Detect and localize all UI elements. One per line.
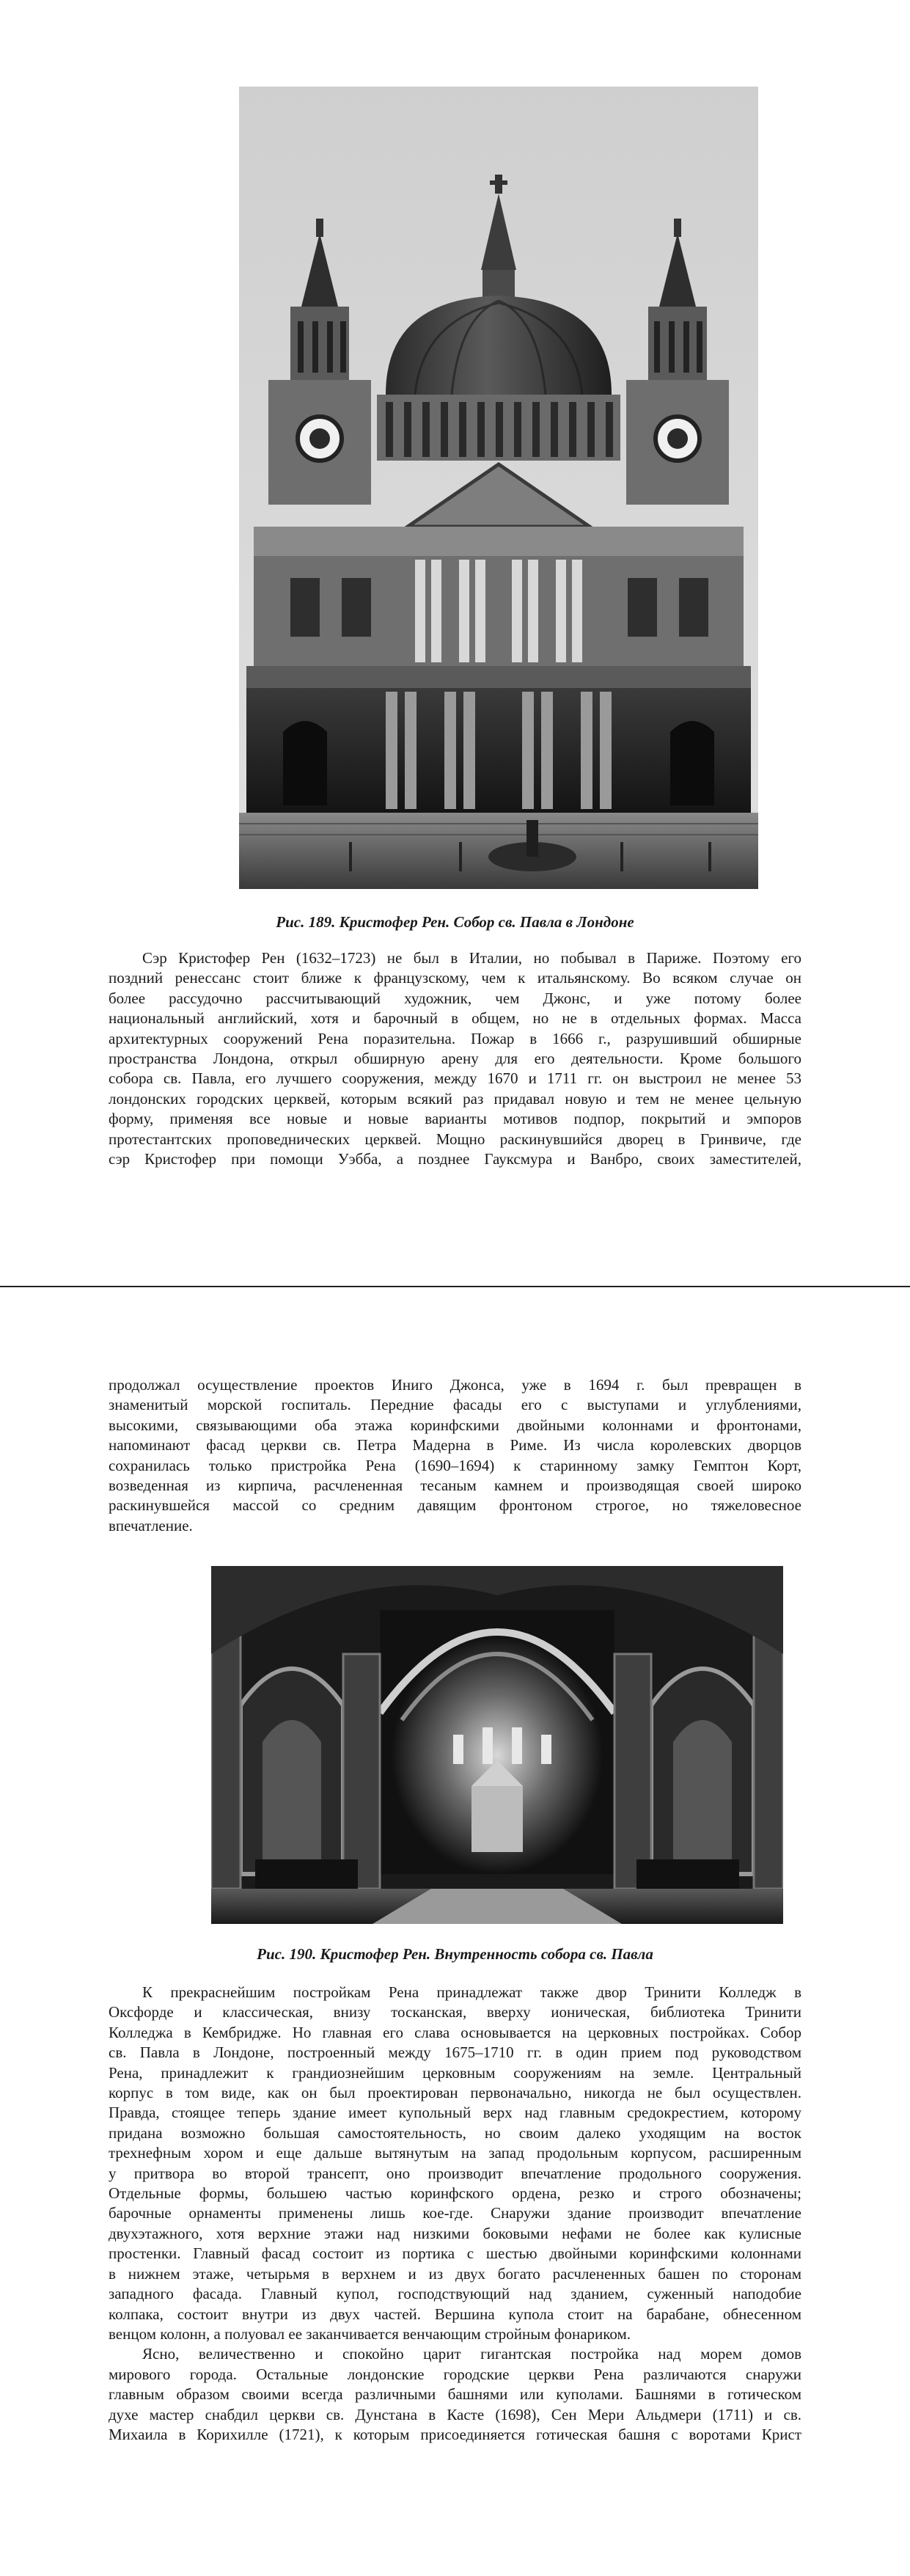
text-line: К прекраснейшим постройкам Рена принадлежат также двор Тринити Колледж в	[142, 1983, 801, 2001]
text-line: придана возможно большая самостоятельность, но своим далеко уходящим на восток	[109, 2123, 801, 2142]
text-line: западного фасада. Главный купол, господствующий над зданием, суженный наподобие	[109, 2285, 801, 2303]
text-line: архитектурных сооружений Рена поразительна. Пожар в 1666 г., разрушивший обширные	[109, 1029, 801, 1047]
text-line: напоминают фасад церкви св. Петра Мадерна в Риме. Из числа королевских дворцов	[109, 1436, 801, 1455]
text-line: барочные орнаменты применены лишь кое-где. Снаружи здание производит впечатление	[109, 2204, 801, 2222]
text-line: Отдельные формы, большею частью коринфского ордена, резко и строго обозначены;	[109, 2184, 801, 2203]
figure-189-photo	[239, 87, 758, 889]
text-line: сэр Кристофер при помощи Уэбба, а позднее Гауксмура и Ванбро, своих заместителей,	[109, 1150, 801, 1168]
text-line: возведенная из кирпича, расчлененная тесаным камнем и производящая своей широко	[109, 1477, 801, 1495]
text-line: трехнефным хором и еще дальше вытянутым на запад продольным корпусом, расширенным	[109, 2144, 801, 2162]
text-line: продолжал осуществление проектов Иниго Джонса, уже в 1694 г. был превращен в	[109, 1376, 801, 1394]
text-line: собора св. Павла, его лучшего сооружения, между 1670 и 1711 гг. он выстроил не менее 53	[109, 1069, 801, 1088]
text-line: поздний ренессанс стоит ближе к французскому, чем к итальянскому. Во всяком случае он	[109, 969, 801, 987]
page1-text	[109, 948, 801, 1169]
text-line: национальный английский, хотя и барочный в общем, но не в отдельных формах. Масса	[109, 1009, 801, 1028]
figure-190-photo	[211, 1566, 783, 1924]
text-line: Сэр Кристофер Рен (1632–1723) не был в Италии, но побывал в Париже. Поэтому его	[142, 949, 801, 967]
text-line: раскинувшейся массой со средним давящим фронтоном строгое, но тяжеловесное	[109, 1496, 801, 1515]
text-line: корпус в том виде, как он был проектирован первоначально, никогда не был осуществлен.	[109, 2084, 801, 2102]
text-line: протестантских проповеднических церквей. Мощно раскинувшийся дворец в Гринвиче, где	[109, 1130, 801, 1148]
text-line: двухэтажного, хотя верхние этажи над низкими боковыми нефами не более как кулисные	[109, 2224, 801, 2242]
page-1	[0, 0, 910, 1287]
text-line: духе мастер снабдил церкви св. Дунстана в Касте (1698), Сен Мери Альдмери (1711) и св.	[109, 2405, 801, 2423]
text-line: венцом колонн, а полуовал ее заканчивается венчающим стройным фонариком.	[109, 2324, 631, 2343]
page2-top-text	[109, 1375, 801, 1536]
text-line: Ясно, величественно и спокойно царит гигантская постройка над морем домов	[142, 2345, 801, 2363]
text-line: мирового города. Остальные лондонские городские церкви Рена различаются снаружи	[109, 2365, 801, 2383]
text-line: высокими, связывающими оба этажа коринфскими двойными колоннами и фронтонами,	[109, 1416, 801, 1434]
text-line: св. Павла в Лондоне, построенный между 1675–1710 гг. в один прием под руководством	[109, 2043, 801, 2062]
text-line: Рена, принадлежит к грандиознейшим церковным сооружениям на земле. Центральный	[109, 2063, 801, 2082]
text-line: Оксфорде и классическая, внизу тосканская, вверху ионическая, библиотека Тринити	[109, 2003, 801, 2021]
figure-190-caption: Рис. 190. Кристофер Рен. Внутренность собора св. Павла	[257, 1945, 653, 1963]
text-line: Колледжа в Кембридже. Но главная его слава основывается на церковных постройках. Собор	[109, 2023, 801, 2041]
page2-main-text	[109, 1983, 801, 2445]
text-line: Правда, стоящее теперь здание имеет купольный верх над главным средокрестием, которому	[109, 2104, 801, 2122]
text-line: сохранилась только пристройка Рена (1690–1694) к старинному замку Гемптон Корт,	[109, 1456, 801, 1474]
text-line: пространства Лондона, открыл обширную арену для его деятельности. Кроме большого	[109, 1050, 801, 1068]
text-line: знаменитый морской госпиталь. Передние фасады его с выступами и углублениями,	[109, 1396, 801, 1414]
text-line: у притвора во второй трансепт, оно производит впечатление продольного сооружения.	[109, 2164, 801, 2182]
text-line: форму, применяя все новые и новые варианты мотивов подпор, покрытий и эмпоров	[109, 1110, 801, 1128]
text-line: более рассудочно рассчитывающий художник, чем Джонс, и уже потому более	[109, 989, 801, 1007]
page-2	[0, 1287, 910, 2576]
text-line: в нижнем этаже, четырьмя в верхнем и из двух богато расчлененных башен по сторонам	[109, 2264, 801, 2283]
text-line: впечатление.	[109, 1516, 193, 1534]
text-line: простенки. Главный фасад состоит из портика с шестью двойными коринфскими колоннами	[109, 2244, 801, 2263]
text-line: главным образом своими всегда различными башнями или куполами. Башнями в готическом	[109, 2385, 801, 2404]
text-line: лондонских городских церквей, которым всякий раз придавал новую и тем не менее цельную	[109, 1089, 801, 1108]
text-line: Михаила в Корихилле (1721), к которым присоединяется готическая башня с воротами Крист	[109, 2425, 801, 2443]
figure-189-caption: Рис. 189. Кристофер Рен. Собор св. Павла в Лондоне	[276, 913, 634, 931]
text-line: колпака, состоит внутри из двух частей. Вершина купола стоит на барабане, обнесенном	[109, 2305, 801, 2323]
